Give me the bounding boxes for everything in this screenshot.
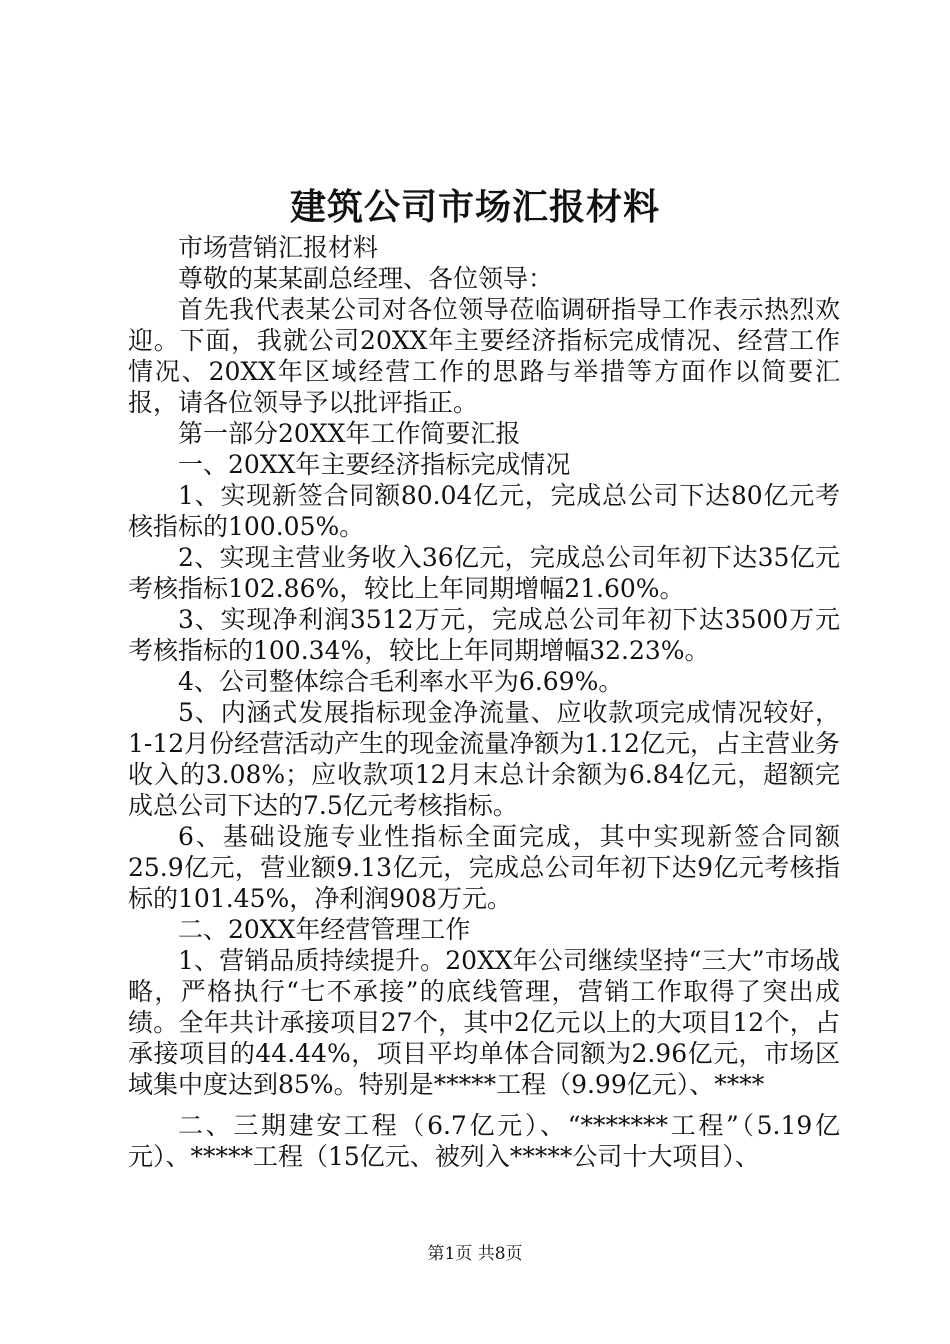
paragraph: 第一部分20XX年工作简要汇报 [178, 419, 521, 448]
paragraph: 尊敬的某某副总经理、各位领导： [178, 264, 554, 293]
paragraph: 一、20XX年主要经济指标完成情况 [178, 450, 571, 479]
document-body [128, 232, 840, 1172]
paragraph: 二、20XX年经营管理工作 [178, 915, 471, 944]
page-footer: 第1页 共8页 [427, 1244, 523, 1264]
paragraph: 5、内涵式发展指标现金净流量、应收款项完成情况较好，1-12月份经营活动产生的现金流量净额为1.12亿元，占主营业务收入的3.08%；应收款项12月末总计余额为6.84亿元，超额完成总公司下达的7.5亿元考核指标。 [128, 698, 840, 820]
paragraph: 市场营销汇报材料 [178, 233, 379, 262]
paragraph: 二、三期建安工程（6.7亿元）、“*******工程”（5.19亿元）、*****工程（15亿元、被列入*****公司十大项目）、 [128, 1111, 840, 1171]
paragraph: 4、公司整体综合毛利率水平为6.69%。 [178, 667, 624, 696]
paragraph: 3、实现净利润3512万元，完成总公司年初下达3500万元考核指标的100.34%，较比上年同期增幅32.23%。 [128, 605, 840, 665]
paragraph: 1、营销品质持续提升。20XX年公司继续坚持“三大”市场战略，严格执行“七不承接”的底线管理，营销工作取得了突出成绩。全年共计承接项目27个，其中2亿元以上的大项目12个，占承接项目的44.44%，项目平均单体合同额为2.96亿元，市场区域集中度达到85%。特别是*****工程（9.99亿元）、**** [128, 946, 840, 1099]
paragraph: 1、实现新签合同额80.04亿元，完成总公司下达80亿元考核指标的100.05%。 [128, 481, 840, 541]
document-title: 建筑公司市场汇报材料 [289, 186, 660, 228]
paragraph: 首先我代表某公司对各位领导莅临调研指导工作表示热烈欢迎。下面，我就公司20XX年主要经济指标完成情况、经营工作情况、20XX年区域经营工作的思路与举措等方面作以简要汇报，请各位领导予以批评指正。 [128, 295, 840, 417]
paragraph: 2、实现主营业务收入36亿元，完成总公司年初下达35亿元考核指标102.86%，较比上年同期增幅21.60%。 [128, 543, 840, 603]
paragraph: 6、基础设施专业性指标全面完成，其中实现新签合同额25.9亿元，营业额9.13亿元，完成总公司年初下达9亿元考核指标的101.45%，净利润908万元。 [128, 822, 840, 913]
